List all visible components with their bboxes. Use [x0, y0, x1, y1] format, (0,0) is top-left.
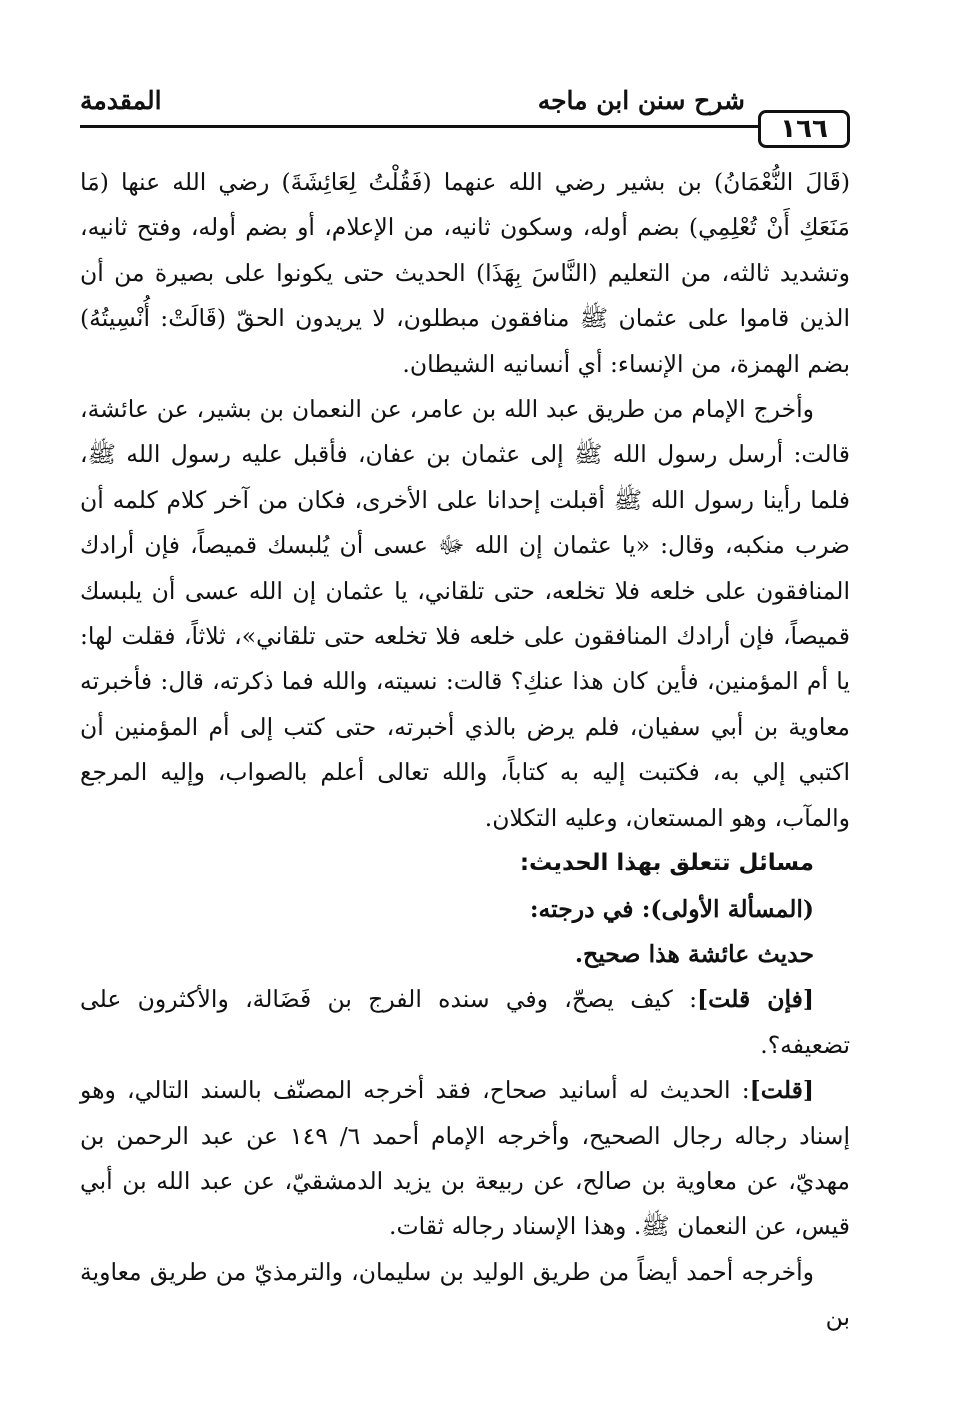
paragraph-commentary: (قَالَ النُّعْمَانُ) بن بشير رضي الله عنهما (فَقُلْتُ لِعَائِشَةَ) رضي الله عنها (مَا مَنَعَكِ أَنْ تُعْلِمِي) بضم أوله، وسكون ثانيه، من الإعلام، أو بضم أوله، وفتح ثانيه، وتشديد ثالثه، من التعليم (النَّاسَ بِهَذَا) الحديث حتى يكونوا على بصيرة من أن الذين قاموا على عثمان ﷺ منافقون مبطلون، لا يريدون الحقّ (قَالَتْ: أُنْسِيتُهُ) بضم الهمزة، من الإنساء: أي أنسانيه الشيطان. [80, 168, 850, 378]
page-header [80, 78, 850, 148]
answer-paragraph [80, 1068, 850, 1250]
paragraph-hadith: وأخرج الإمام من طريق عبد الله بن عامر، عن النعمان بن بشير، عن عائشة، قالت: أرسل رسول الله ﷺ إلى عثمان بن عفان، فأقبل عليه رسول الله ﷺ، فلما رأينا رسول الله ﷺ أقبلت إحدانا على الأخرى، فكان من آخر كلام كلمه أن ضرب منكبه، وقال: «يا عثمان إن الله ﷻ عسى أن يُلبسك قميصاً، فإن أرادك المنافقون على خلعه فلا تخلعه، حتى تلقاني، يا عثمان إن الله عسى أن يلبسك قميصاً، فإن أرادك المنافقون على خلعه فلا تخلعه حتى تلقاني»، ثلاثاً، فقلت لها: يا أم المؤمنين، فأين كان هذا عنكِ؟ قالت: نسيته، والله فما ذكرته، قال: فأخبرته معاوية بن أبي سفيان، فلم يرض بالذي أخبرته، حتى كتب إلى أم المؤمنين أن اكتبي إلي به، فكتبت إليه به كتاباً، والله تعالى أعلم بالصواب، وإليه المرجع والمآب، وهو المستعان، وعليه التكلان. [80, 395, 850, 832]
book-title: شرح سنن ابن ماجه [537, 86, 745, 115]
paragraph-last: وأخرجه أحمد أيضاً من طريق الوليد بن سليمان، والترمذيّ من طريق معاوية بن [80, 1257, 850, 1332]
section-title: المقدمة [80, 86, 162, 115]
header-rule [80, 125, 758, 128]
question-paragraph [80, 977, 850, 1068]
section-heading: مسائل تتعلق بهذا الحديث: [519, 850, 814, 877]
page-number: ١٦٦ [758, 110, 850, 148]
question-text: : كيف يصحّ، وفي سنده الفرج بن فَضَالة، والأكثرون على تضعيفه؟. [80, 985, 850, 1059]
verdict-line: حديث عائشة هذا صحيح. [574, 939, 814, 968]
answer-label: [قلت] [749, 1076, 814, 1105]
issue-one-heading: (المسألة الأولى): في درجته: [529, 894, 814, 923]
question-label: [فإن قلت] [697, 985, 814, 1014]
answer-text: : الحديث له أسانيد صحاح، فقد أخرجه المصنّف بالسند التالي، وهو إسناد رجاله رجال الصحيح، وأخرجه الإمام أحمد ٦/ ١٤٩ عن عبد الرحمن بن مهديّ، عن معاوية بن صالح، عن ربيعة بن يزيد الدمشقيّ، عن عبد الله بن أبي قيس، عن النعمان ﷺ. وهذا الإسناد رجاله ثقات. [80, 1076, 851, 1241]
page-body [80, 160, 850, 1341]
